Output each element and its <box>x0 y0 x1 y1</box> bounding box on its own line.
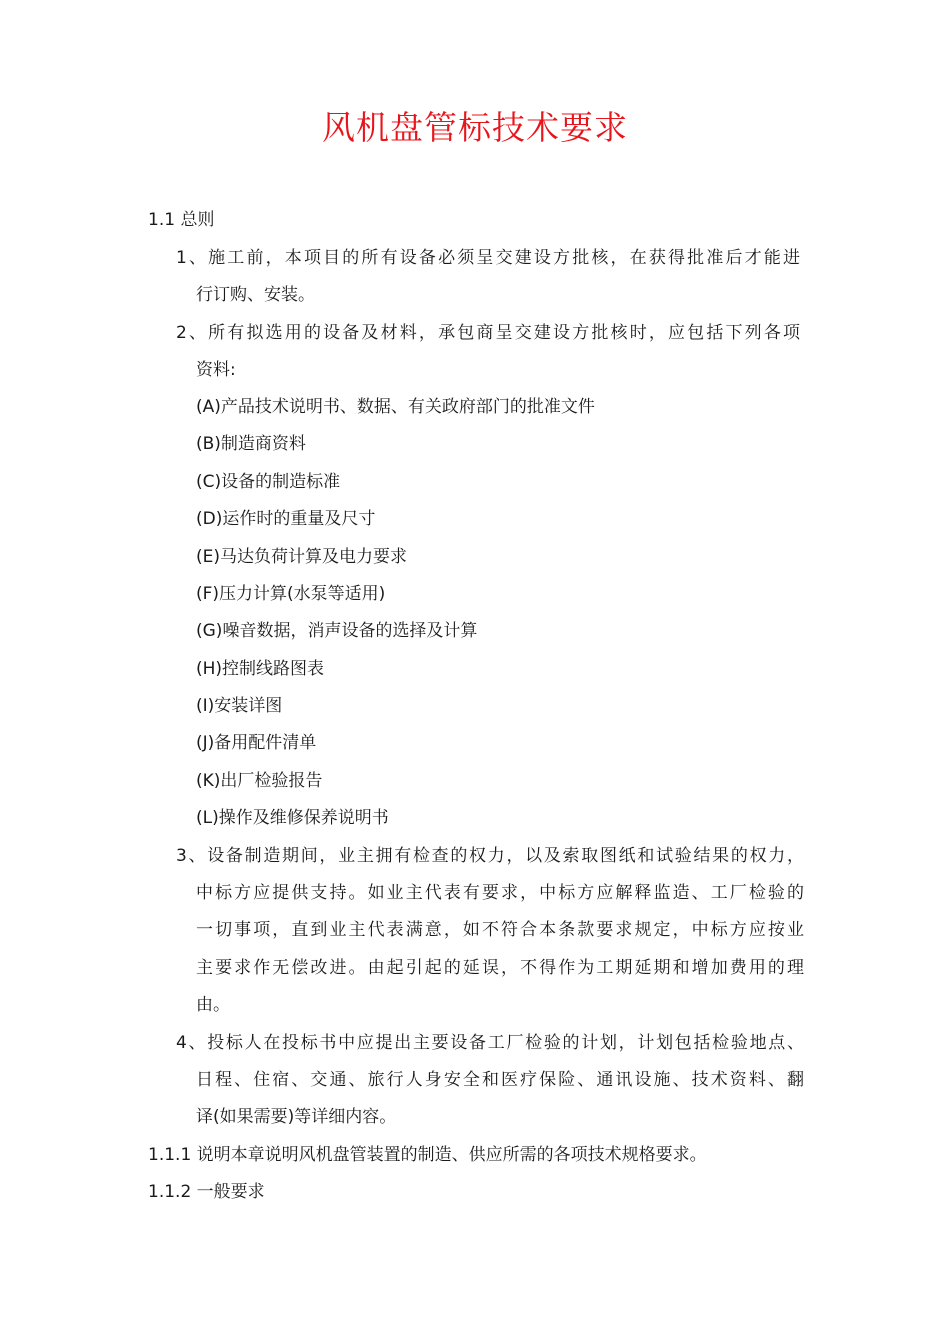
item-3-line-3: 一切事项，直到业主代表满意，如不符合本条款要求规定，中标方应按业 <box>196 920 804 940</box>
sub-item-i: (I)安装详图 <box>196 696 283 716</box>
sub-item-f: (F)压力计算(水泵等适用) <box>196 584 386 604</box>
sub-item-j: (J)备用配件清单 <box>196 733 317 753</box>
item-3-line-4: 主要求作无偿改进。由起引起的延误，不得作为工期延期和增加费用的理 <box>196 958 804 978</box>
section-heading-1-1-2: 1.1.2 一般要求 <box>148 1182 265 1202</box>
sub-item-k: (K)出厂检验报告 <box>196 771 323 791</box>
item-3-line-1: 3、设备制造期间，业主拥有检查的权力，以及索取图纸和试验结果的权力， <box>176 846 804 866</box>
item-4-line-1: 4、投标人在投标书中应提出主要设备工厂检验的计划，计划包括检验地点、 <box>176 1033 804 1053</box>
item-4-line-3: 译(如果需要)等详细内容。 <box>196 1107 397 1127</box>
item-1-line-1: 1、施工前，本项目的所有设备必须呈交建设方批核，在获得批准后才能进 <box>176 248 800 268</box>
sub-item-l: (L)操作及维修保养说明书 <box>196 808 389 828</box>
item-2-line-2: 资料: <box>196 360 236 380</box>
sub-item-a: (A)产品技术说明书、数据、有关政府部门的批准文件 <box>196 397 595 417</box>
document-title: 风机盘管标技术要求 <box>322 108 628 147</box>
sub-item-g: (G)噪音数据，消声设备的选择及计算 <box>196 621 478 641</box>
sub-item-c: (C)设备的制造标准 <box>196 472 341 492</box>
sub-item-e: (E)马达负荷计算及电力要求 <box>196 547 408 567</box>
item-1-line-2: 行订购、安装。 <box>196 285 315 305</box>
sub-item-h: (H)控制线路图表 <box>196 659 325 679</box>
item-2-line-1: 2、所有拟选用的设备及材料，承包商呈交建设方批核时，应包括下列各项 <box>176 323 800 343</box>
item-3-line-5: 由。 <box>196 995 230 1015</box>
item-3-line-2: 中标方应提供支持。如业主代表有要求，中标方应解释监造、工厂检验的 <box>196 883 804 903</box>
item-4-line-2: 日程、住宿、交通、旅行人身安全和医疗保险、通讯设施、技术资料、翻 <box>196 1070 804 1090</box>
sub-item-b: (B)制造商资料 <box>196 434 306 454</box>
section-heading-1-1-1: 1.1.1 说明本章说明风机盘管装置的制造、供应所需的各项技术规格要求。 <box>148 1145 707 1165</box>
section-heading-1-1: 1.1 总则 <box>148 210 215 230</box>
sub-item-d: (D)运作时的重量及尺寸 <box>196 509 376 529</box>
